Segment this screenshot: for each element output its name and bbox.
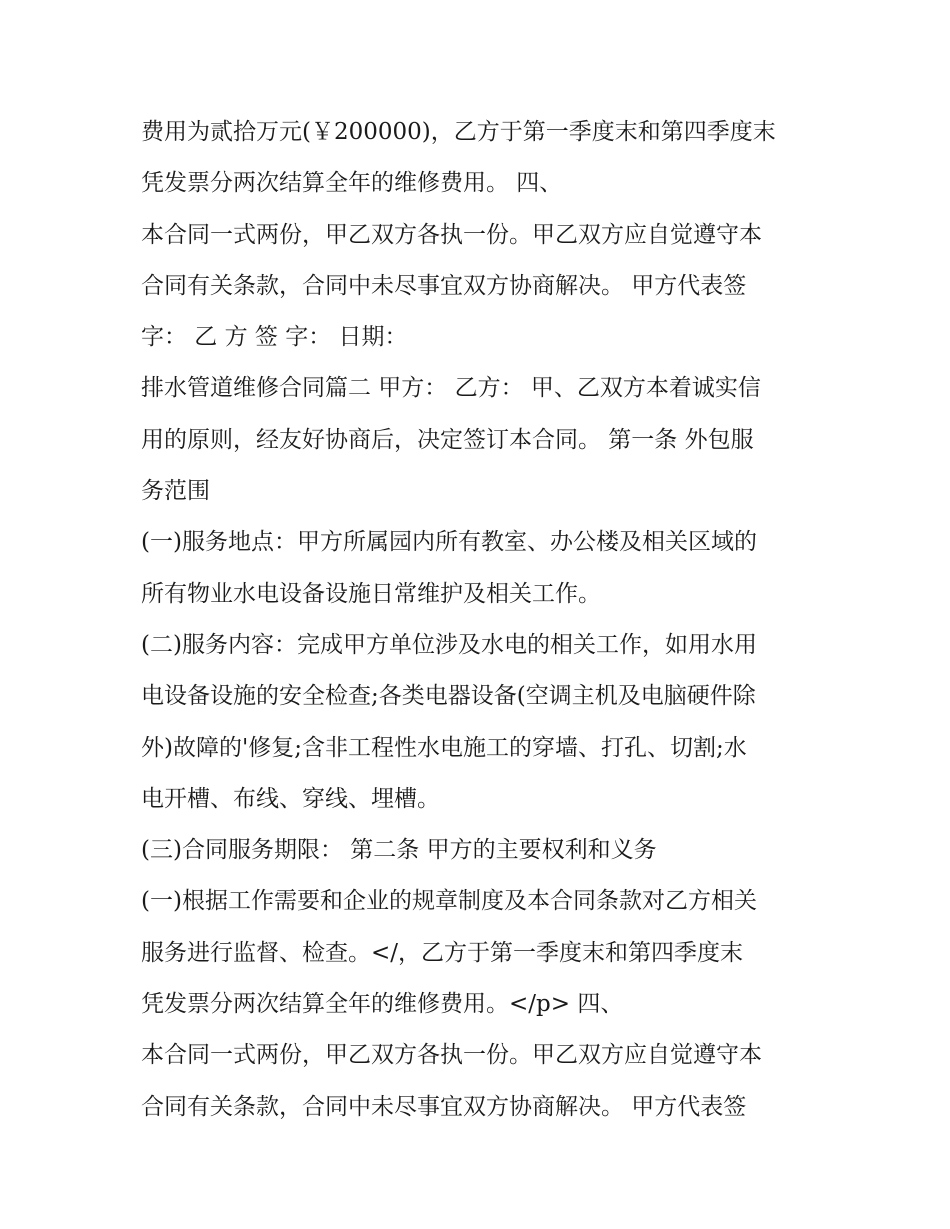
text-line-13: 外)故障的'修复;含非工程性水电施工的穿墙、打孔、切割;水 xyxy=(141,734,747,761)
text-line-3: 本合同一式两份，甲乙双方各执一份。甲乙双方应自觉遵守本 xyxy=(141,221,762,248)
text-line-15: (三)合同服务期限： 第二条 甲方的主要权利和义务 xyxy=(141,837,657,864)
text-line-9: (一)服务地点：甲方所属园内所有教室、办公楼及相关区域的 xyxy=(141,529,757,556)
text-line-11: (二)服务内容：完成甲方单位涉及水电的相关工作，如用水用 xyxy=(141,631,757,658)
text-line-16: (一)根据工作需要和企业的规章制度及本合同条款对乙方相关 xyxy=(141,888,757,915)
contract-text xyxy=(141,107,831,1133)
text-line-1: 费用为贰拾万元(￥200000)，乙方于第一季度末和第四季度末 xyxy=(141,119,776,145)
text-line-17: 服务进行监督、检查。</，乙方于第一季度末和第四季度末 xyxy=(141,939,744,966)
text-line-5: 字： 乙 方 签 字： 日期： xyxy=(141,324,408,351)
text-line-8: 务范围 xyxy=(141,478,210,505)
text-line-20: 合同有关条款，合同中未尽事宜双方协商解决。 甲方代表签 xyxy=(141,1093,747,1120)
text-line-6: 排水管道维修合同篇二 甲方： 乙方： 甲、乙双方本着诚实信 xyxy=(141,375,761,402)
text-line-7: 用的原则，经友好协商后，决定签订本合同。 第一条 外包服 xyxy=(141,426,754,453)
text-line-10: 所有物业水电设备设施日常维护及相关工作。 xyxy=(141,580,601,607)
text-line-18: 凭发票分两次结算全年的维修费用。</p> 四、 xyxy=(141,991,624,1018)
text-line-4: 合同有关条款，合同中未尽事宜双方协商解决。 甲方代表签 xyxy=(141,272,747,299)
text-line-19: 本合同一式两份，甲乙双方各执一份。甲乙双方应自觉遵守本 xyxy=(141,1042,762,1069)
text-line-2: 凭发票分两次结算全年的维修费用。 四、 xyxy=(141,170,563,197)
text-line-14: 电开槽、布线、穿线、埋槽。 xyxy=(141,785,440,812)
text-line-12: 电设备设施的安全检查;各类电器设备(空调主机及电脑硬件除 xyxy=(141,683,756,710)
